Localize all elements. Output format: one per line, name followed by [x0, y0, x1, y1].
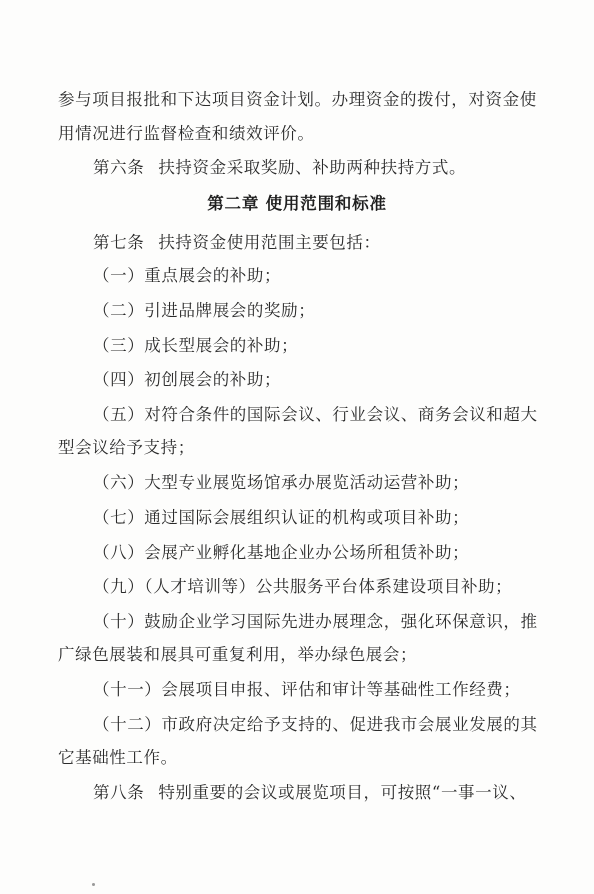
article-8 — [93, 782, 594, 804]
article-number: 第七条 — [93, 233, 145, 252]
paragraph-line: 参与项目报批和下达项目资金计划。办理资金的拨付，对资金使 — [58, 90, 537, 109]
article-number: 第八条 — [93, 783, 145, 802]
list-item: （六）大型专业展览场馆承办展览活动运营补助； — [93, 473, 470, 492]
list-item: （二）引进品牌展会的奖励； — [93, 301, 316, 320]
list-item-continuation: 它基础性工作。 — [58, 748, 178, 767]
list-item: （七）通过国际会展组织认证的机构或项目补助； — [93, 508, 470, 527]
article-text: 扶持资金使用范围主要包括： — [158, 233, 381, 252]
article-6 — [93, 157, 594, 179]
list-item: （十一）会展项目申报、评估和审计等基础性工作经费； — [93, 680, 521, 699]
list-item: （十二）市政府决定给予支持的、促进我市会展业发展的其 — [93, 715, 538, 734]
list-item: （四）初创展会的补助； — [93, 370, 282, 389]
list-item-continuation: 型会议给予支持； — [58, 438, 195, 457]
scan-speck — [92, 883, 95, 886]
list-item-continuation: 广绿色展装和展具可重复利用，举办绿色展会； — [58, 645, 418, 664]
list-item: （八）会展产业孵化基地企业办公场所租赁补助； — [93, 543, 470, 562]
list-item: （三）成长型展会的补助； — [93, 336, 299, 355]
list-item: （一）重点展会的补助； — [93, 266, 282, 285]
article-7 — [93, 232, 594, 254]
article-number: 第六条 — [93, 158, 145, 177]
chapter-heading: 第二章 使用范围和标准 — [207, 194, 387, 213]
list-item: （九）（人才培训等）公共服务平台体系建设项目补助； — [93, 577, 513, 596]
list-item: （十）鼓励企业学习国际先进办展理念，强化环保意识，推 — [93, 612, 538, 631]
paragraph-line: 用情况进行监督检查和绩效评价。 — [58, 124, 315, 143]
article-text: 特别重要的会议或展览项目，可按照“一事一议、 — [158, 783, 527, 802]
article-text: 扶持资金采取奖励、补助两种扶持方式。 — [158, 158, 467, 177]
list-item: （五）对符合条件的国际会议、行业会议、商务会议和超大 — [93, 405, 538, 424]
